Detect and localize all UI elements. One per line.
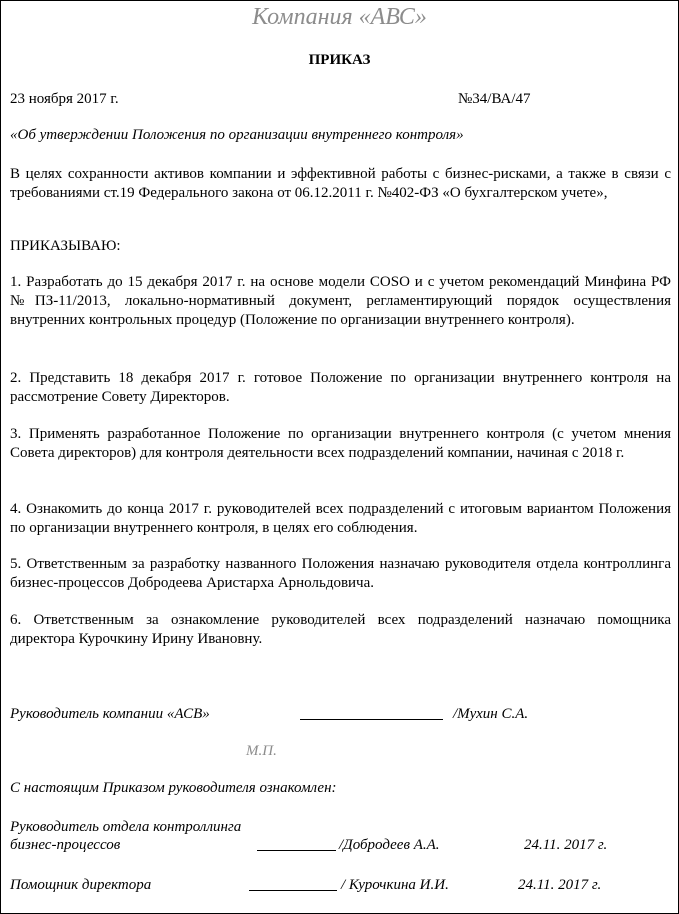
ack-role-2: Помощник директора <box>10 877 152 893</box>
order-date: 23 ноября 2017 г. <box>10 91 119 107</box>
ack-signature-line-2 <box>249 890 337 891</box>
ack-role-1-line1: Руководитель отдела контроллинга <box>10 819 242 835</box>
order-item-4: 4. Ознакомить до конца 2017 г. руководителей всех подразделений с итоговым вариантом Положения по организации внутреннего контроля, в целях его соблюдения. <box>10 501 671 536</box>
order-item-3: 3. Применять разработанное Положение по организации внутреннего контроля (с учетом мнения Совета директоров) для контроля деятельности всех подразделений компании, начиная с 2018 г. <box>10 426 671 461</box>
order-subject: «Об утверждении Положения по организации внутреннего контроля» <box>10 127 464 143</box>
order-number: №34/ВА/47 <box>458 91 531 107</box>
ack-name-2: / Курочкина И.И. <box>341 877 449 893</box>
intro-paragraph: В целях сохранности активов компании и эффективной работы с бизнес-рисками, а также в связи с требованиями ст.19 Федерального закона от 06.12.2011 г. №402-ФЗ «О бухгалтерском учете», <box>10 166 671 201</box>
ack-name-1: /Добродеев А.А. <box>339 837 440 853</box>
ack-role-1-line2: бизнес-процессов <box>10 837 121 853</box>
signatory-name: /Мухин С.А. <box>453 706 529 722</box>
signature-line <box>300 719 443 720</box>
acknowledgement-heading: С настоящим Приказом руководителя ознакомлен: <box>10 780 337 796</box>
ack-date-1: 24.11. 2017 г. <box>524 837 608 853</box>
order-word: ПРИКАЗЫВАЮ: <box>10 238 121 254</box>
signatory-role: Руководитель компании «АСВ» <box>10 706 210 722</box>
company-name: Компания «АВС» <box>252 4 427 30</box>
stamp-placeholder: М.П. <box>246 743 277 759</box>
order-item-6: 6. Ответственным за ознакомление руководителей всех подразделений назначаю помощника директора Курочкину Ирину Ивановну. <box>10 612 671 647</box>
order-item-2: 2. Представить 18 декабря 2017 г. готовое Положение по организации внутреннего контроля на рассмотрение Совету Директоров. <box>10 370 671 405</box>
document-title: ПРИКАЗ <box>308 52 371 68</box>
order-item-5: 5. Ответственным за разработку названного Положения назначаю руководителя отдела контроллинга бизнес-процессов Добродеева Аристарха Арнольдовича. <box>10 556 671 591</box>
ack-date-2: 24.11. 2017 г. <box>518 877 602 893</box>
order-item-1: 1. Разработать до 15 декабря 2017 г. на основе модели COSO и с учетом рекомендаций Минфина РФ №ПЗ-11/2013, локально-нормативный документ, регламентирующий порядок осуществления внутренних контрольных процедур (Положение по организации внутреннего контроля). <box>10 274 671 328</box>
ack-signature-line-1 <box>257 850 336 851</box>
